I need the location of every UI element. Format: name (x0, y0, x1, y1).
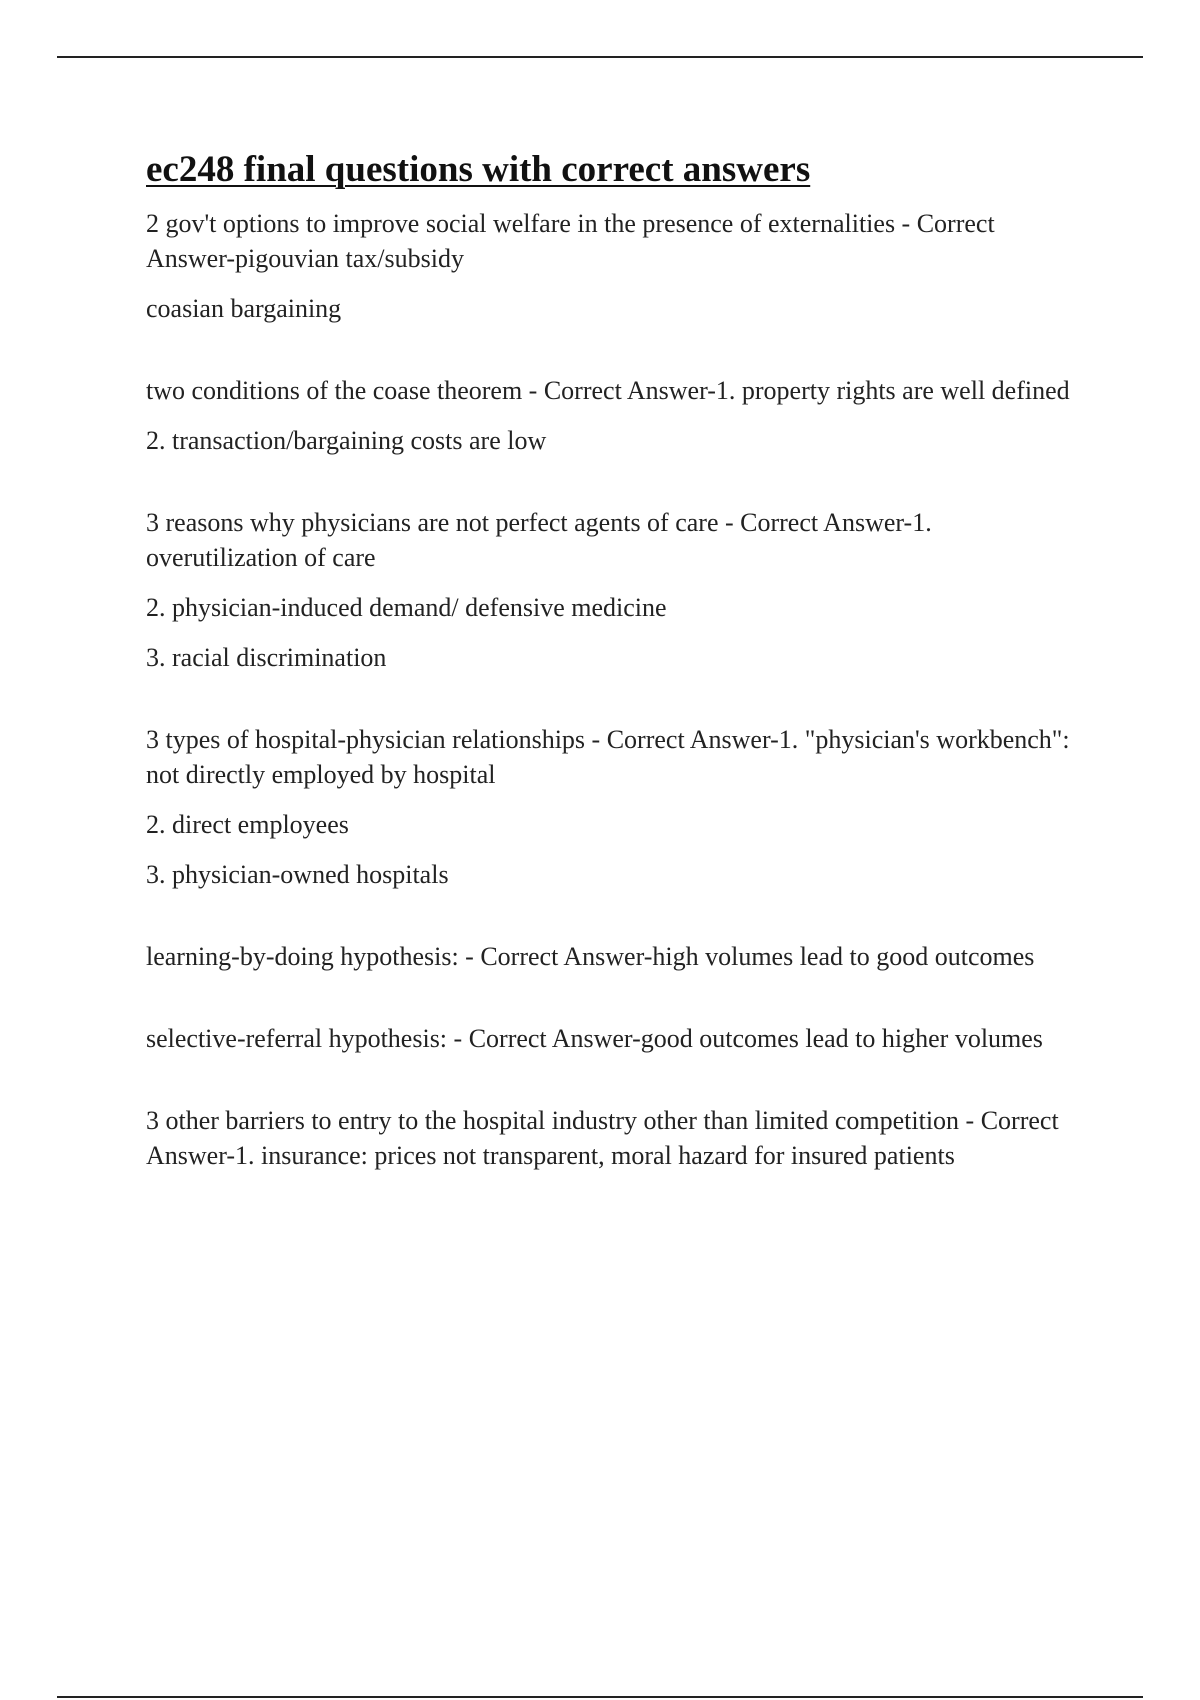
qa-item-7 (146, 1103, 1086, 1173)
answer-line: coasian bargaining (146, 294, 342, 323)
question-text: selective-referral hypothesis: - Correct Answer-good outcomes lead to higher volumes (146, 1024, 1043, 1053)
question-text: 3 other barriers to entry to the hospital industry other than limited competition - Correct Answer-1. insurance: prices not transparent, moral hazard for insured patients (146, 1106, 1059, 1170)
qa-item-3 (146, 505, 1086, 675)
answer-line: 2. direct employees (146, 810, 349, 839)
qa-item-5 (146, 939, 1086, 974)
bottom-rule (57, 1696, 1143, 1698)
qa-item-4 (146, 722, 1086, 892)
qa-item-1 (146, 206, 1086, 326)
top-rule (57, 56, 1143, 58)
document-title: ec248 final questions with correct answers (146, 149, 811, 190)
answer-line: 2. physician-induced demand/ defensive medicine (146, 593, 667, 622)
question-text: 3 types of hospital-physician relationships - Correct Answer-1. "physician's workbench": not directly employed by hospital (146, 725, 1070, 789)
qa-item-6 (146, 1021, 1086, 1056)
question-text: learning-by-doing hypothesis: - Correct Answer-high volumes lead to good outcomes (146, 942, 1035, 971)
question-text: 2 gov't options to improve social welfare in the presence of externalities - Correct Answer-pigouvian tax/subsidy (146, 209, 995, 273)
answer-line: 3. racial discrimination (146, 643, 387, 672)
answer-line: 2. transaction/bargaining costs are low (146, 426, 547, 455)
answer-line: 3. physician-owned hospitals (146, 860, 449, 889)
qa-item-2 (146, 373, 1086, 458)
question-text: 3 reasons why physicians are not perfect agents of care - Correct Answer-1. overutilization of care (146, 508, 932, 572)
question-text: two conditions of the coase theorem - Correct Answer-1. property rights are well defined (146, 376, 1070, 405)
document-body (146, 144, 1086, 1188)
